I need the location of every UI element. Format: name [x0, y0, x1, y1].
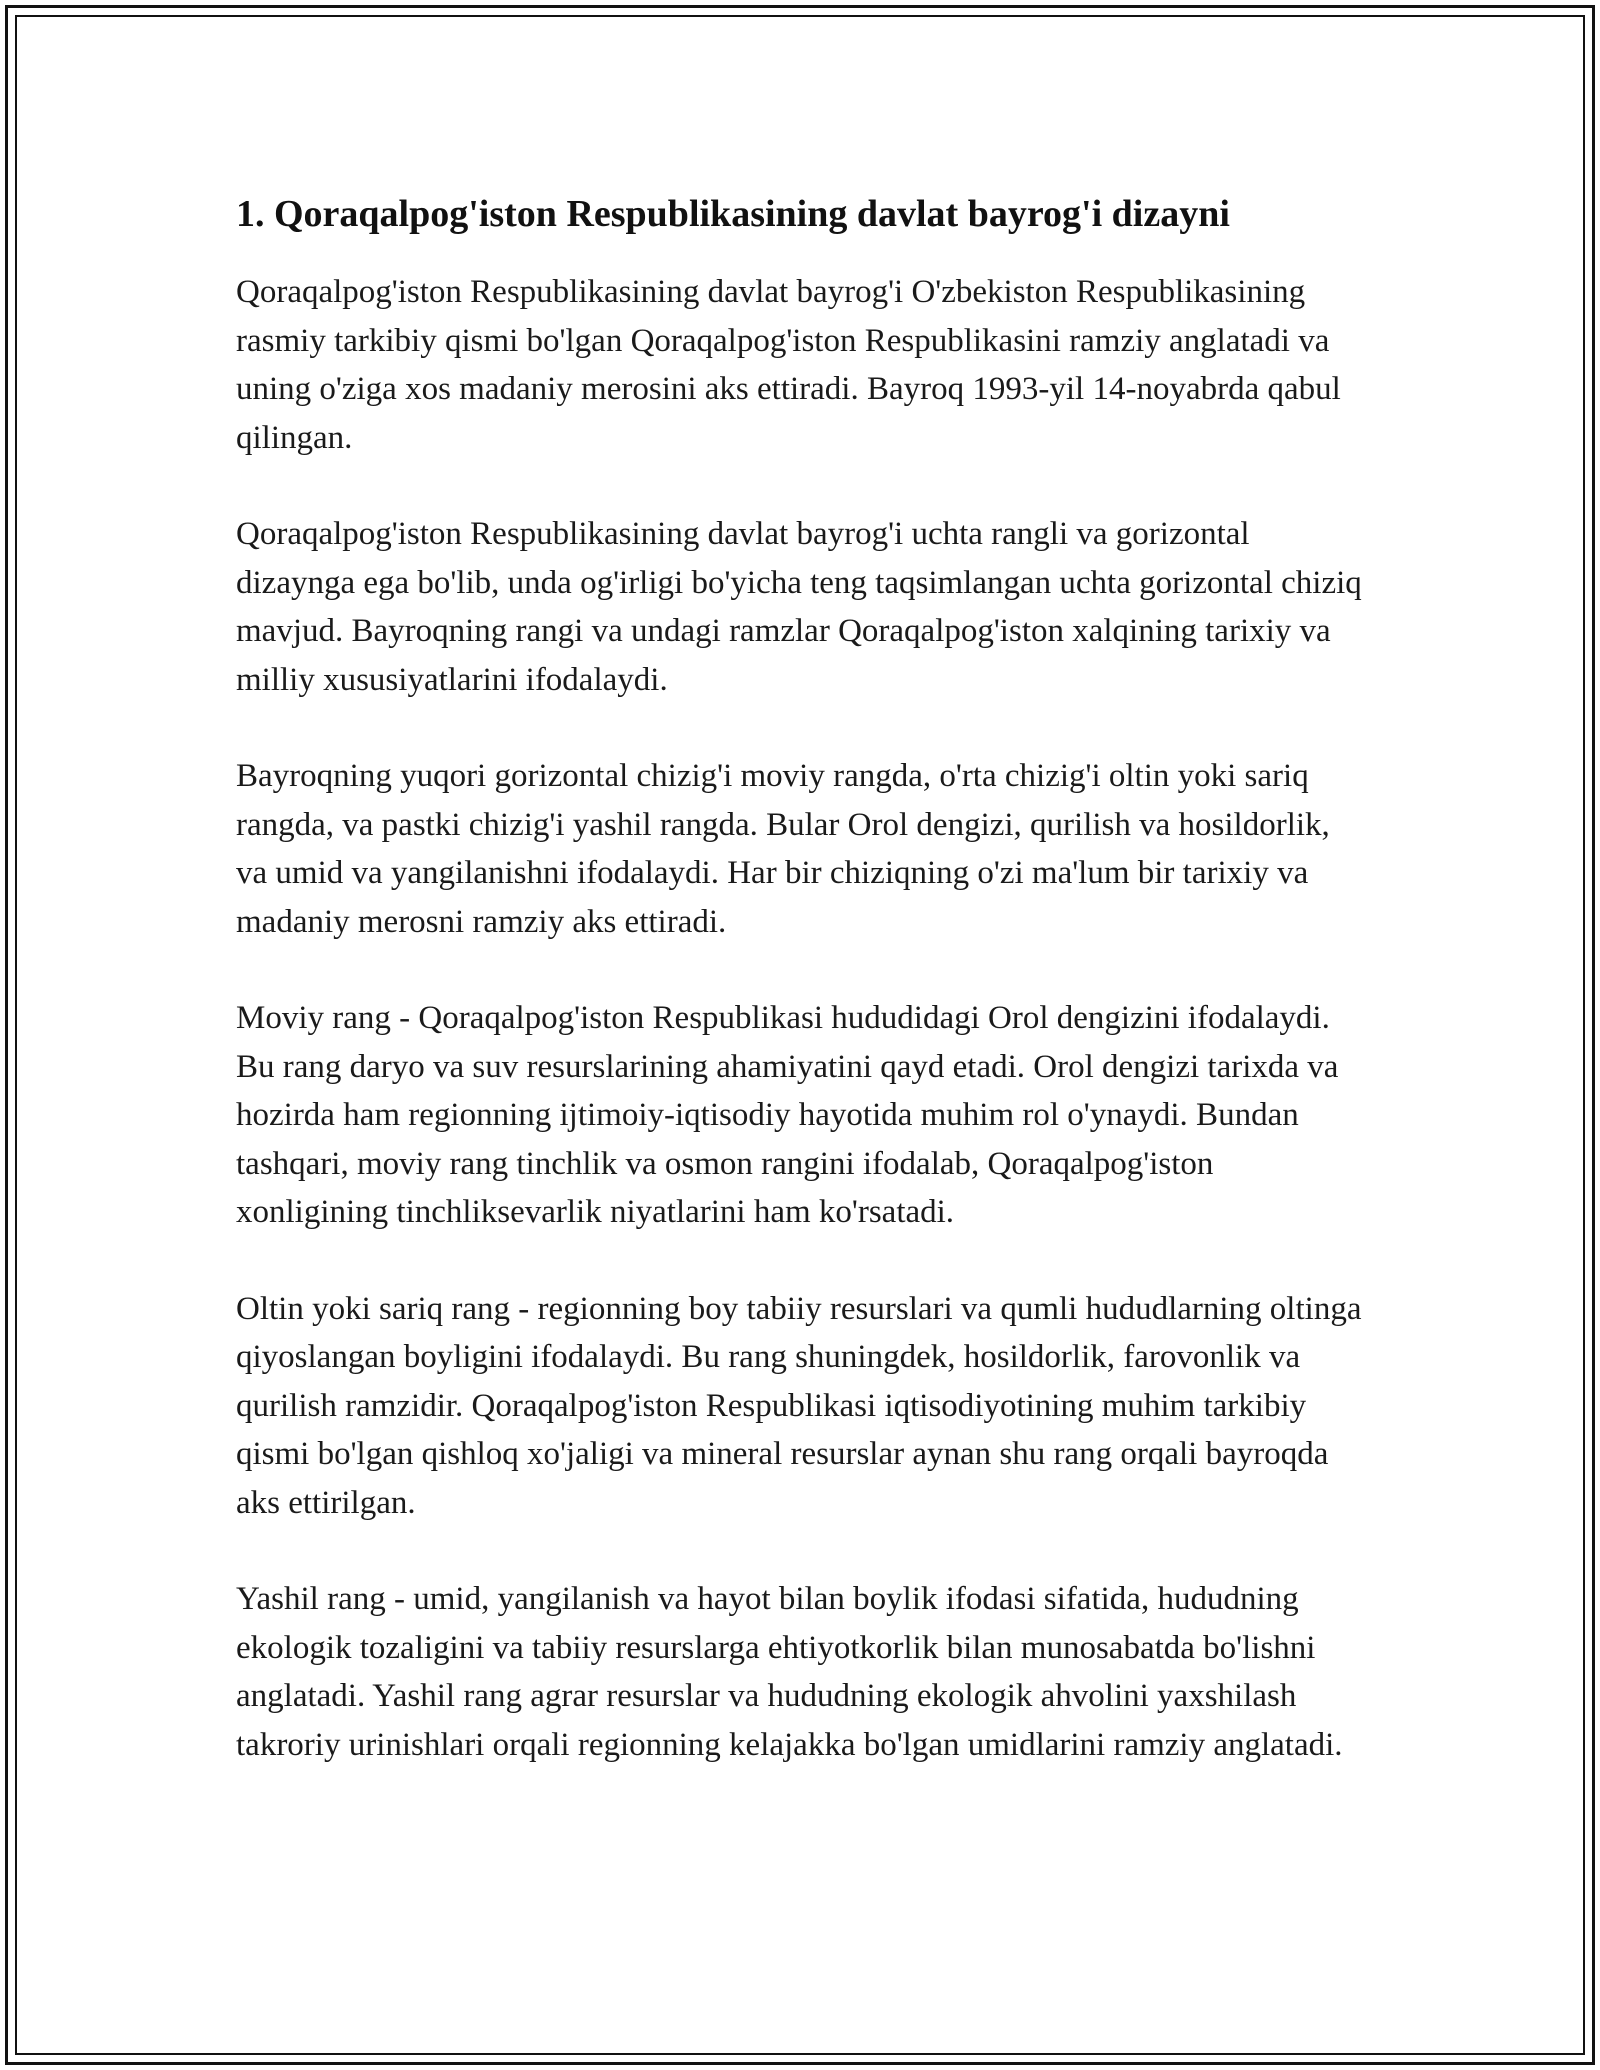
paragraph-stripes: Bayroqning yuqori gorizontal chizig'i moviy rangda, o'rta chizig'i oltin yoki sariq rangda, va pastki chizig'i yashil rangda. Bular Orol dengizi, qurilish va hosildorlik, va umid va yangilanishni ifodalaydi. Har bir chiziqning o'zi ma'lum bir tarixiy va madaniy merosni ramziy aks ettiradi.	[236, 758, 1330, 940]
paragraph-flag-design: Qoraqalpog'iston Respublikasining davlat bayrog'i uchta rangli va gorizontal dizaynga ega bo'lib, unda og'irligi bo'yicha teng taqsimlangan uchta gorizontal chiziq mavjud. Bayroqning rangi va undagi ramzlar Qoraqalpog'iston xalqining tarixiy va milliy xususiyatlarini ifodalaydi.	[236, 516, 1362, 698]
paragraph-gold: Oltin yoki sariq rang - regionning boy tabiiy resurslari va qumli hududlarning oltinga qiyoslangan boyligini ifodalaydi. Bu rang shuningdek, hosildorlik, farovonlik va qurilish ramzidir. Qoraqalpog'iston Respublikasi iqtisodiyotining muhim tarkibiy qismi bo'lgan qishloq xo'jaligi va mineral resurslar aynan shu rang orqali bayroqda aks ettirilgan.	[236, 1290, 1362, 1521]
paragraph-intro: Qoraqalpog'iston Respublikasining davlat bayrog'i O'zbekiston Respublikasining rasmiy tarkibiy qismi bo'lgan Qoraqalpog'iston Respublikasini ramziy anglatadi va uning o'ziga xos madaniy merosini aks ettiradi. Bayroq 1993-yil 14-noyabrda qabul qilingan.	[236, 274, 1341, 456]
paragraph-blue: Moviy rang - Qoraqalpog'iston Respublikasi hududidagi Orol dengizini ifodalaydi. Bu rang daryo va suv resurslarining ahamiyatini qayd etadi. Orol dengizi tarixda va hozirda ham regionning ijtimoiy-iqtisodiy hayotida muhim rol o'ynaydi. Bundan tashqari, moviy rang tinchlik va osmon rangini ifodalab, Qoraqalpog'iston xonligining tinchliksevarlik niyatlarini ham ko'rsatadi.	[236, 1000, 1339, 1230]
paragraph-green: Yashil rang - umid, yangilanish va hayot bilan boylik ifodasi sifatida, hududning ekologik tozaligini va tabiiy resurslarga ehtiyotkorlik bilan munosabatda bo'lishni anglatadi. Yashil rang agrar resurslar va hududning ekologik ahvolini yaxshilash takroriy urinishlari orqali regionning kelajakka bo'lgan umidlarini ramziy anglatadi.	[236, 1581, 1343, 1763]
document-body	[236, 188, 1366, 1817]
section-heading: 1. Qoraqalpog'iston Respublikasining davlat bayrog'i dizayni	[236, 193, 1230, 235]
